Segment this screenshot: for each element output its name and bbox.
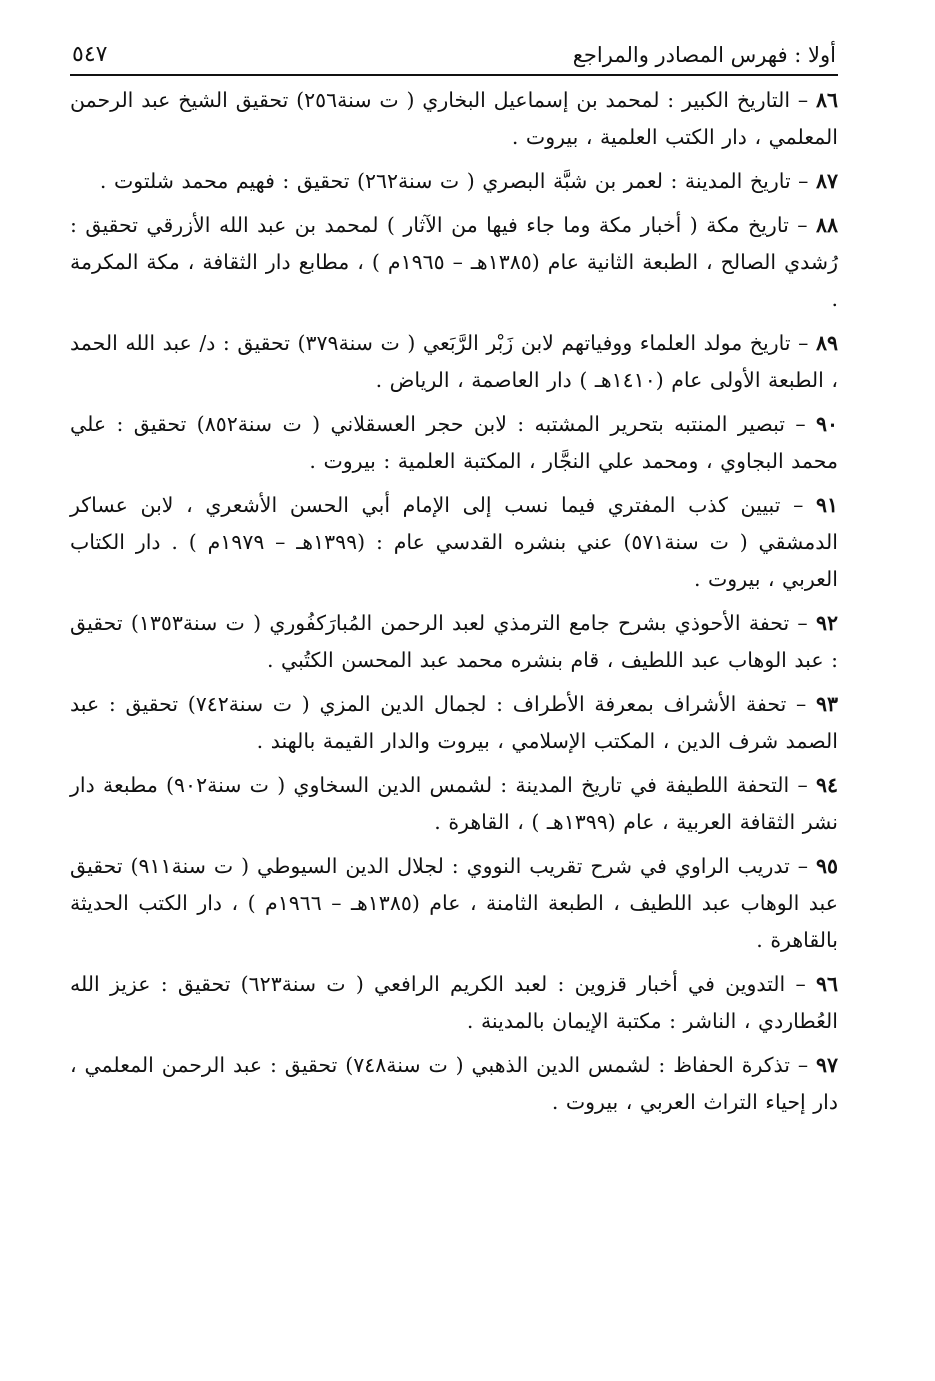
entry-text: – تدريب الراوي في شرح تقريب النووي : لجلال الدين السيوطي ( ت سنة٩١١) تحقيق عبد الوهاب عبد اللطيف ، الطبعة الثامنة ، عام (١٣٨٥هـ – ١٩٦٦م ) ، دار الكتب الحديثة بالقاهرة . bbox=[70, 854, 838, 952]
bibliography-list bbox=[70, 82, 838, 1121]
entry-text: – التحفة اللطيفة في تاريخ المدينة : لشمس الدين السخاوي ( ت سنة٩٠٢) مطبعة دار نشر الثقافة العربية ، عام (١٣٩٩هـ ) ، القاهرة . bbox=[70, 773, 838, 834]
bibliography-entry bbox=[70, 325, 838, 399]
entry-text: – تبيين كذب المفتري فيما نسب إلى الإمام أبي الحسن الأشعري ، لابن عساكر الدمشقي ( ت سنة٥٧١) عني بنشره القدسي عام : (١٣٩٩هـ – ١٩٧٩م ) . دار الكتاب العربي ، بيروت . bbox=[70, 493, 838, 591]
entry-text: – تاريخ مولد العلماء ووفياتهم لابن زَبْر الرَّبَعي ( ت سنة٣٧٩) تحقيق : د/ عبد الله الحمد ، الطبعة الأولى عام (١٤١٠هـ ) دار العاصمة ، الرياض . bbox=[70, 331, 838, 392]
entry-number: ٩٣ bbox=[815, 692, 838, 716]
entry-number: ٩٦ bbox=[815, 972, 838, 996]
section-title: أولا : فهرس المصادر والمراجع bbox=[572, 43, 836, 67]
entry-text: – تذكرة الحفاظ : لشمس الدين الذهبي ( ت سنة٧٤٨) تحقيق : عبد الرحمن المعلمي ، دار إحياء التراث العربي ، بيروت . bbox=[70, 1053, 838, 1114]
bibliography-entry bbox=[70, 207, 838, 318]
entry-number: ٨٩ bbox=[815, 331, 838, 355]
bibliography-entry bbox=[70, 1047, 838, 1121]
entry-text: – تاريخ المدينة : لعمر بن شبَّة البصري ( ت سنة٢٦٢) تحقيق : فهيم محمد شلتوت . bbox=[99, 169, 809, 193]
bibliography-entry bbox=[70, 848, 838, 959]
bibliography-entry bbox=[70, 966, 838, 1040]
entry-text: – تحفة الأشراف بمعرفة الأطراف : لجمال الدين المزي ( ت سنة٧٤٢) تحقيق : عبد الصمد شرف الدين ، المكتب الإسلامي ، بيروت والدار القيمة بالهند . bbox=[70, 692, 838, 753]
bibliography-entry bbox=[70, 163, 838, 200]
bibliography-entry bbox=[70, 406, 838, 480]
bibliography-entry bbox=[70, 82, 838, 156]
entry-text: – تاريخ مكة ( أخبار مكة وما جاء فيها من الآثار ) لمحمد بن عبد الله الأزرقي تحقيق : رُشدي الصالح ، الطبعة الثانية عام (١٣٨٥هـ – ١٩٦٥م ) ، مطابع دار الثقافة ، مكة المكرمة . bbox=[70, 213, 838, 311]
entry-number: ٩٠ bbox=[815, 412, 838, 436]
document-page bbox=[70, 38, 838, 1128]
bibliography-entry bbox=[70, 605, 838, 679]
entry-number: ٩٥ bbox=[815, 854, 838, 878]
entry-number: ٩٢ bbox=[815, 611, 838, 635]
entry-number: ٩١ bbox=[815, 493, 838, 517]
entry-number: ٩٤ bbox=[815, 773, 838, 797]
page-number: ٥٤٧ bbox=[72, 42, 108, 67]
entry-text: – تحفة الأحوذي بشرح جامع الترمذي لعبد الرحمن المُبارَكفُوري ( ت سنة١٣٥٣) تحقيق : عبد الوهاب عبد اللطيف ، قام بنشره محمد عبد المحسن الكتُبي . bbox=[70, 611, 838, 672]
bibliography-entry bbox=[70, 686, 838, 760]
entry-number: ٨٨ bbox=[815, 213, 838, 237]
bibliography-entry bbox=[70, 487, 838, 598]
entry-text: – التاريخ الكبير : لمحمد بن إسماعيل البخاري ( ت سنة٢٥٦) تحقيق الشيخ عبد الرحمن المعلمي ، دار الكتب العلمية ، بيروت . bbox=[70, 88, 838, 149]
bibliography-entry bbox=[70, 767, 838, 841]
entry-number: ٨٧ bbox=[815, 169, 838, 193]
entry-number: ٩٧ bbox=[815, 1053, 838, 1077]
page-header bbox=[70, 38, 838, 76]
entry-text: – التدوين في أخبار قزوين : لعبد الكريم الرافعي ( ت سنة٦٢٣) تحقيق : عزيز الله العُطاردي ، الناشر : مكتبة الإيمان بالمدينة . bbox=[70, 972, 838, 1033]
entry-number: ٨٦ bbox=[815, 88, 838, 112]
entry-text: – تبصير المنتبه بتحرير المشتبه : لابن حجر العسقلاني ( ت سنة٨٥٢) تحقيق : علي محمد البجاوي ، ومحمد علي النجَّار ، المكتبة العلمية : بيروت . bbox=[70, 412, 838, 473]
